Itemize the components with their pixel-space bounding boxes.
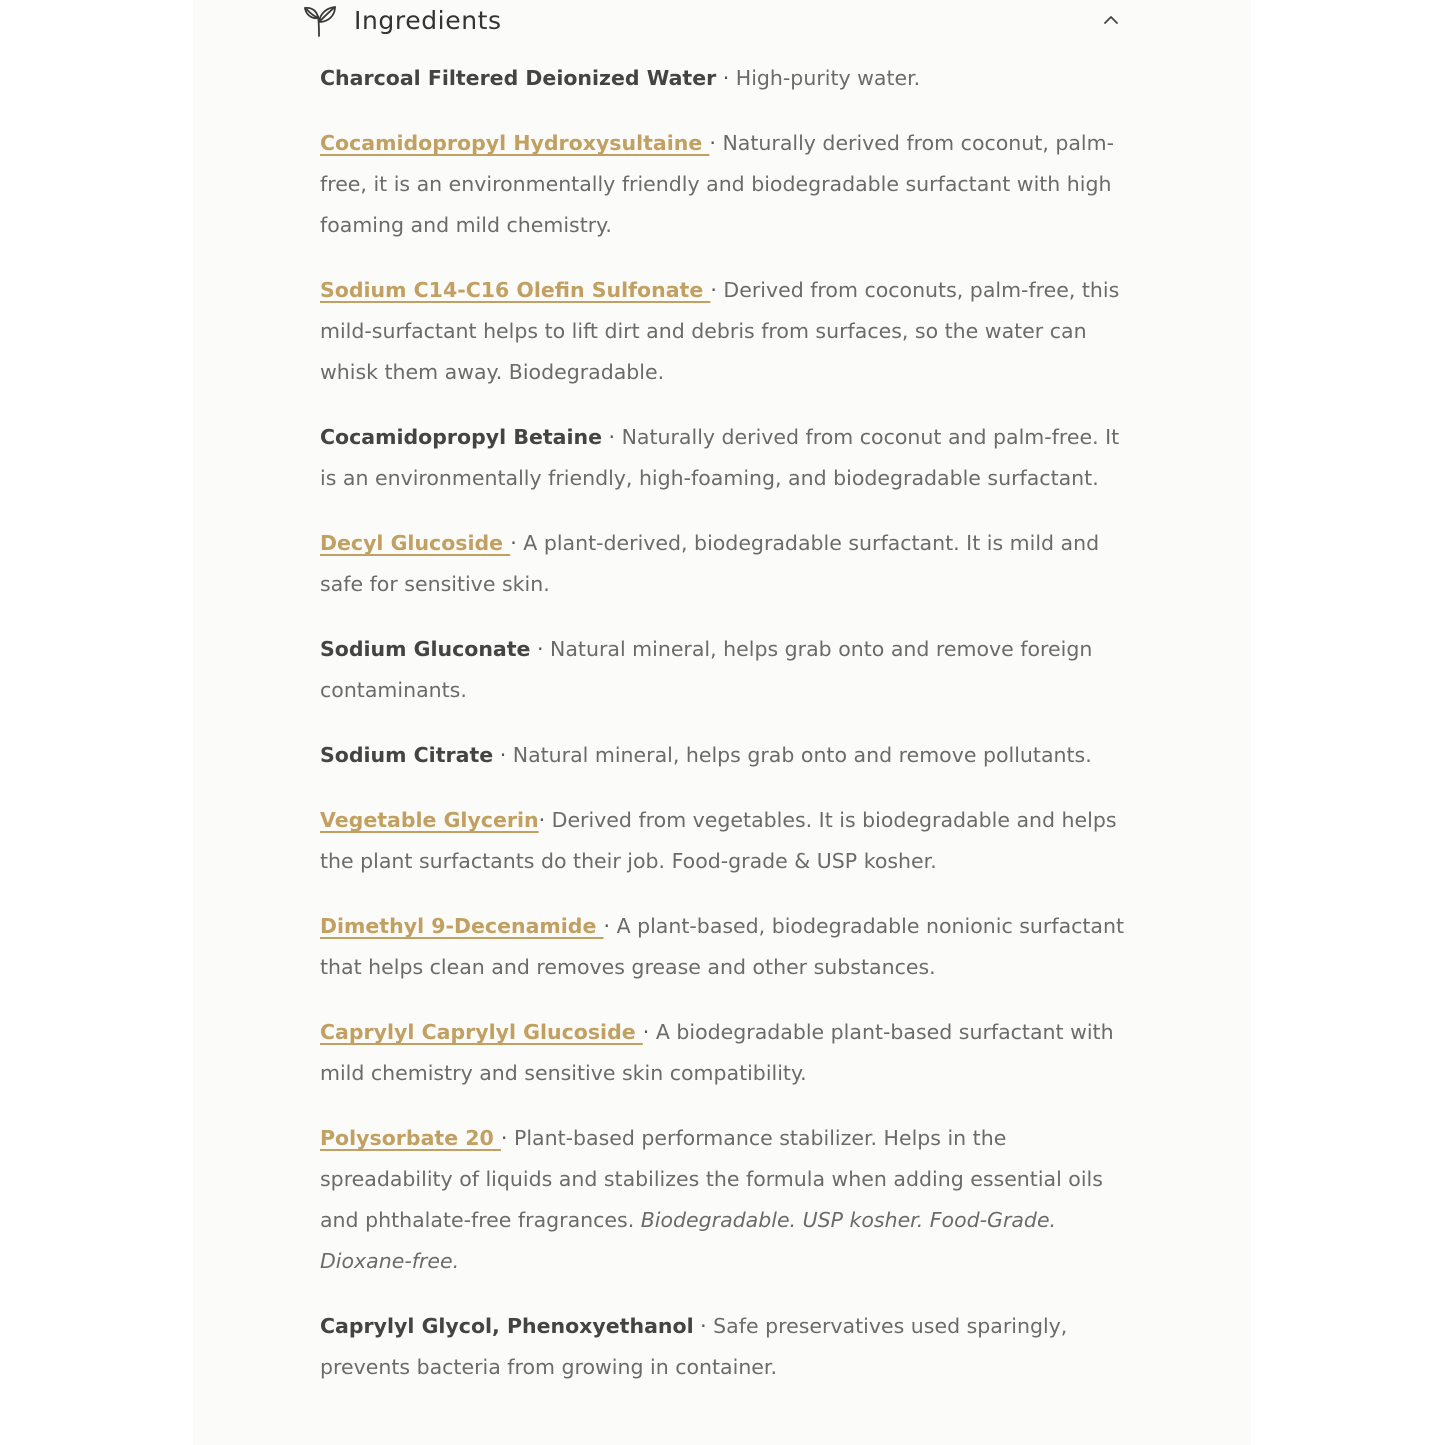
ingredient-entry bbox=[320, 417, 1125, 499]
ingredient-description: Derived from vegetables. It is biodegradable and helps the plant surfactants do their job. Food-grade & USP kosher. bbox=[320, 808, 1117, 873]
ingredient-entry bbox=[320, 1012, 1125, 1094]
ingredients-accordion-header[interactable] bbox=[302, 0, 1122, 40]
ingredient-entry bbox=[320, 270, 1125, 393]
ingredient-link[interactable]: Dimethyl 9-Decenamide bbox=[320, 914, 604, 938]
accordion-title: Ingredients bbox=[354, 5, 502, 35]
ingredient-link[interactable]: Cocamidopropyl Hydroxysultaine bbox=[320, 131, 710, 155]
ingredient-description: A plant-based, biodegradable nonionic surfactant that helps clean and removes grease and other substances. bbox=[320, 914, 1125, 979]
separator: · bbox=[709, 131, 723, 155]
ingredient-entry bbox=[320, 906, 1125, 988]
separator: · bbox=[710, 278, 724, 302]
separator: · bbox=[716, 66, 736, 90]
ingredient-description: Derived from coconuts, palm-free, this mild-surfactant helps to lift dirt and debris from surfaces, so the water can whisk them away. Biodegradable. bbox=[320, 278, 1120, 384]
ingredient-name: Sodium Gluconate bbox=[320, 637, 531, 661]
ingredient-description: Safe preservatives used sparingly, prevents bacteria from growing in container. bbox=[320, 1314, 1068, 1379]
separator: · bbox=[693, 1314, 714, 1338]
separator: · bbox=[538, 808, 552, 832]
sprout-icon bbox=[302, 2, 338, 38]
separator: · bbox=[500, 1126, 514, 1150]
ingredient-link[interactable]: Vegetable Glycerin bbox=[320, 808, 539, 832]
ingredient-entry bbox=[320, 123, 1125, 246]
ingredient-name: Cocamidopropyl Betaine bbox=[320, 425, 603, 449]
ingredient-note: Biodegradable. USP kosher. Food-Grade. Dioxane-free. bbox=[320, 1208, 1057, 1273]
ingredient-description: Natural mineral, helps grab onto and remove pollutants. bbox=[512, 743, 1092, 767]
separator: · bbox=[493, 743, 513, 767]
ingredient-link[interactable]: Polysorbate 20 bbox=[320, 1126, 501, 1150]
separator: · bbox=[602, 425, 622, 449]
ingredient-description: A plant-derived, biodegradable surfactant. It is mild and safe for sensitive skin. bbox=[320, 531, 1100, 596]
separator: · bbox=[642, 1020, 656, 1044]
ingredient-link[interactable]: Decyl Glucoside bbox=[320, 531, 511, 555]
separator: · bbox=[603, 914, 617, 938]
ingredient-name: Sodium Citrate bbox=[320, 743, 494, 767]
ingredient-entry bbox=[320, 735, 1125, 776]
ingredient-description: Naturally derived from coconut, palm-free, it is an environmentally friendly and biodegradable surfactant with high foaming and mild chemistry. bbox=[320, 131, 1114, 237]
ingredient-list bbox=[320, 58, 1125, 1412]
separator: · bbox=[530, 637, 551, 661]
ingredient-description: High-purity water. bbox=[735, 66, 921, 90]
chevron-up-icon[interactable] bbox=[1100, 8, 1122, 30]
ingredient-description: A biodegradable plant-based surfactant with mild chemistry and sensitive skin compatibility. bbox=[320, 1020, 1114, 1085]
ingredient-entry bbox=[320, 58, 1125, 99]
ingredient-link[interactable]: Caprylyl Caprylyl Glucoside bbox=[320, 1020, 643, 1044]
ingredient-description: Natural mineral, helps grab onto and remove foreign contaminants. bbox=[320, 637, 1093, 702]
ingredient-entry bbox=[320, 800, 1125, 882]
separator: · bbox=[510, 531, 524, 555]
ingredient-description: Naturally derived from coconut and palm-free. It is an environmentally friendly, high-foaming, and biodegradable surfactant. bbox=[320, 425, 1120, 490]
ingredient-entry bbox=[320, 1118, 1125, 1282]
ingredient-description: Plant-based performance stabilizer. Helps in the spreadability of liquids and stabilizes the formula when adding essential oils and phthalate-free fragrances. bbox=[320, 1126, 1103, 1232]
ingredient-entry bbox=[320, 629, 1125, 711]
ingredient-link[interactable]: Sodium C14-C16 Olefin Sulfonate bbox=[320, 278, 711, 302]
ingredient-entry bbox=[320, 1306, 1125, 1388]
ingredient-name: Charcoal Filtered Deionized Water bbox=[320, 66, 717, 90]
ingredient-name: Caprylyl Glycol, Phenoxyethanol bbox=[320, 1314, 694, 1338]
ingredient-entry bbox=[320, 523, 1125, 605]
